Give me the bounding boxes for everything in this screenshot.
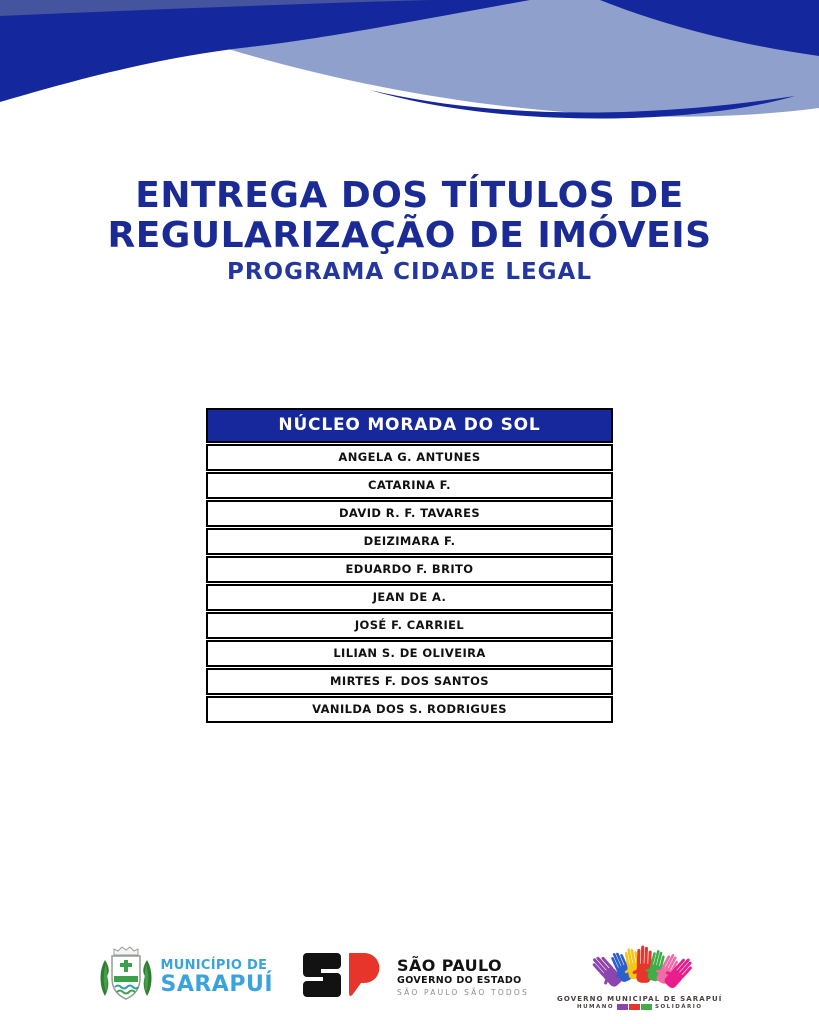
page-subtitle: PROGRAMA CIDADE LEGAL — [226, 258, 593, 285]
table-row: LILIAN S. DE OLIVEIRA — [206, 640, 613, 667]
municipal-government-logo — [557, 944, 723, 1010]
state-name: SÃO PAULO — [397, 955, 503, 975]
green-block — [641, 1004, 652, 1010]
table-row: ANGELA G. ANTUNES — [206, 444, 613, 471]
state-tagline: SÃO PAULO SÃO TODOS — [397, 988, 529, 997]
sp-logo-icon — [301, 951, 389, 1003]
table-row: EDUARDO F. BRITO — [206, 556, 613, 583]
state-logo-text — [397, 955, 529, 997]
table-row: DEIZIMARA F. — [206, 528, 613, 555]
roster-table-header: NÚCLEO MORADA DO SOL — [206, 408, 613, 443]
page-title-line1: ENTREGA DOS TÍTULOS DE — [135, 175, 684, 216]
table-row: MIRTES F. DOS SANTOS — [206, 668, 613, 695]
page-title-block — [0, 176, 819, 285]
header-wave-banner — [0, 0, 819, 132]
page-title-line2: REGULARIZAÇÃO DE IMÓVEIS — [107, 215, 712, 257]
table-row: JEAN DE A. — [206, 584, 613, 611]
municipal-government-motto — [577, 1004, 703, 1010]
motto-left-word: HUMANO — [576, 1004, 615, 1010]
municipality-logo — [97, 942, 274, 1012]
roster-table — [206, 408, 613, 723]
purple-block — [617, 1004, 628, 1010]
state-government-logo — [301, 951, 529, 1003]
motto-color-blocks — [617, 1004, 652, 1010]
state-subtitle: GOVERNO DO ESTADO — [397, 974, 522, 986]
wave-graphic — [0, 0, 819, 132]
table-row: CATARINA F. — [206, 472, 613, 499]
raised-hands-icon — [570, 944, 710, 994]
footer-logos — [0, 938, 819, 1016]
table-row: VANILDA DOS S. RODRIGUES — [206, 696, 613, 723]
red-block — [629, 1004, 640, 1010]
municipal-government-title: GOVERNO MUNICIPAL DE SARAPUÍ — [556, 995, 723, 1003]
coat-of-arms-icon — [97, 942, 155, 1012]
municipality-name-line2: SARAPUÍ — [160, 971, 274, 997]
table-row: DAVID R. F. TAVARES — [206, 500, 613, 527]
table-row: JOSÉ F. CARRIEL — [206, 612, 613, 639]
municipality-name-line1: MUNICÍPIO DE — [160, 957, 268, 973]
municipality-logo-text — [161, 959, 274, 996]
motto-right-word: SOLIDÁRIO — [655, 1004, 703, 1010]
